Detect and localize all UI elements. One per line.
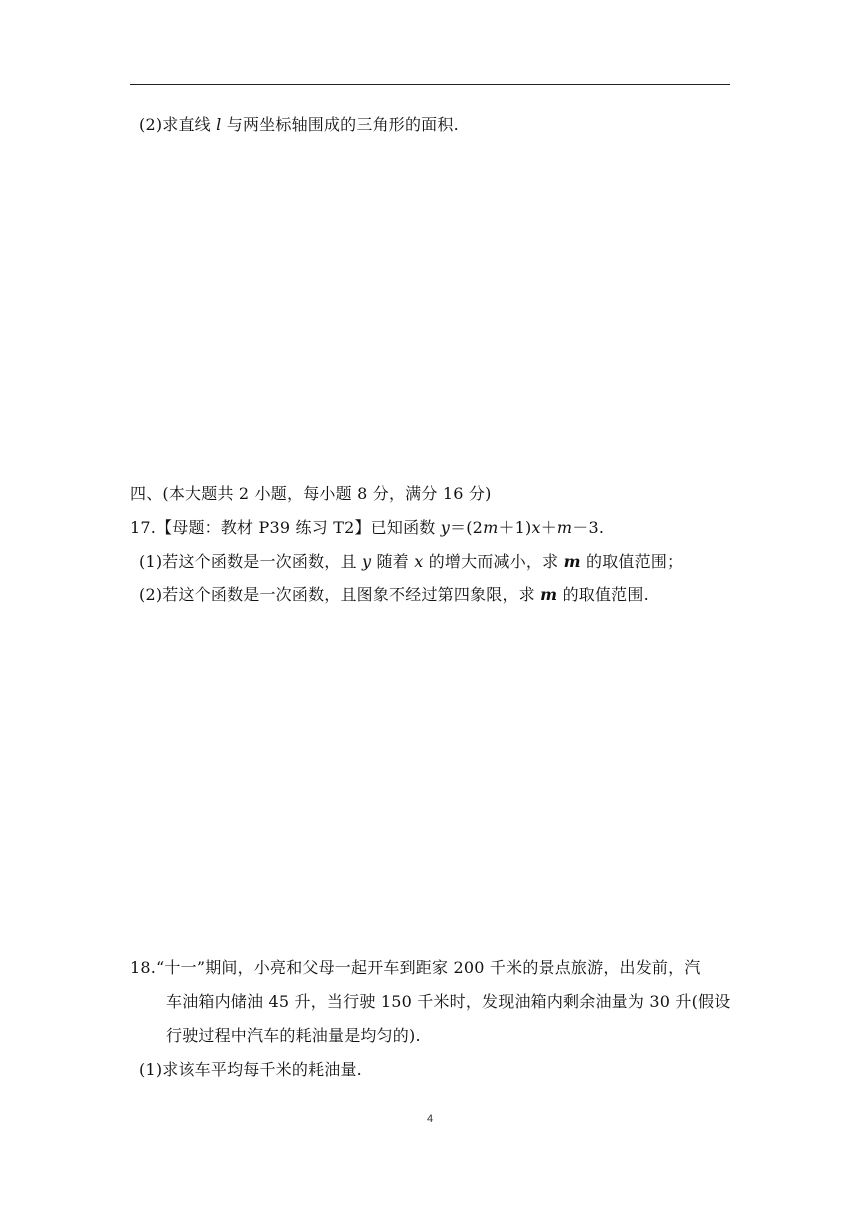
q17-stem-prefix: 17.【母题：教材 P39 练习 T2】已知函数 (130, 518, 441, 537)
q17-part1-a: (1)若这个函数是一次函数，且 (139, 552, 362, 571)
q17-stem-eq1: ＝(2 (450, 518, 484, 537)
q18-line1: 18.“十一”期间，小亮和父母一起开车到距家 200 千米的景点旅游，出发前，汽 (130, 958, 701, 977)
q17-stem-m1: m (483, 518, 499, 537)
q17-stem (130, 518, 604, 538)
q17-stem-m2: m (556, 518, 573, 537)
q17-stem-eq3: ＋ (540, 518, 557, 537)
q17-part1-d: 的取值范围； (580, 552, 684, 571)
q16-part2 (139, 115, 459, 135)
q17-part2-a: (2)若这个函数是一次函数，且图象不经过第四象限，求 (139, 585, 541, 604)
q17-part1-x: x (414, 552, 424, 571)
page-number: 4 (426, 1113, 434, 1125)
q18-part1: (1)求该车平均每千米的耗油量. (139, 1060, 362, 1079)
q17-stem-y: y (440, 518, 451, 537)
q17-part1-y: y (361, 552, 372, 571)
q18-line3: 行驶过程中汽车的耗油量是均匀的). (166, 1026, 421, 1045)
q17-part1-m: m (563, 552, 581, 571)
q17-stem-eq4: －3. (572, 518, 605, 537)
q17-part1 (139, 552, 683, 572)
q17-part1-b: 随着 (371, 552, 415, 571)
q17-part2-m: m (540, 585, 558, 604)
q16-part2-prefix: (2)求直线 (139, 115, 217, 134)
q17-stem-x: x (531, 518, 541, 537)
header-rule (130, 84, 730, 85)
q17-part2 (139, 585, 649, 605)
section4-heading: 四、(本大题共 2 小题，每小题 8 分，满分 16 分) (130, 484, 492, 503)
q16-part2-suffix: 与两坐标轴围成的三角形的面积. (221, 115, 459, 134)
q17-stem-eq2: ＋1) (498, 518, 532, 537)
q18-line2: 车油箱内储油 45 升，当行驶 150 千米时，发现油箱内剩余油量为 30 升(假设 (166, 992, 731, 1011)
q17-part1-c: 的增大而减小，求 (423, 552, 564, 571)
q17-part2-b: 的取值范围. (557, 585, 649, 604)
q16-part2-var-l: l (216, 115, 222, 134)
